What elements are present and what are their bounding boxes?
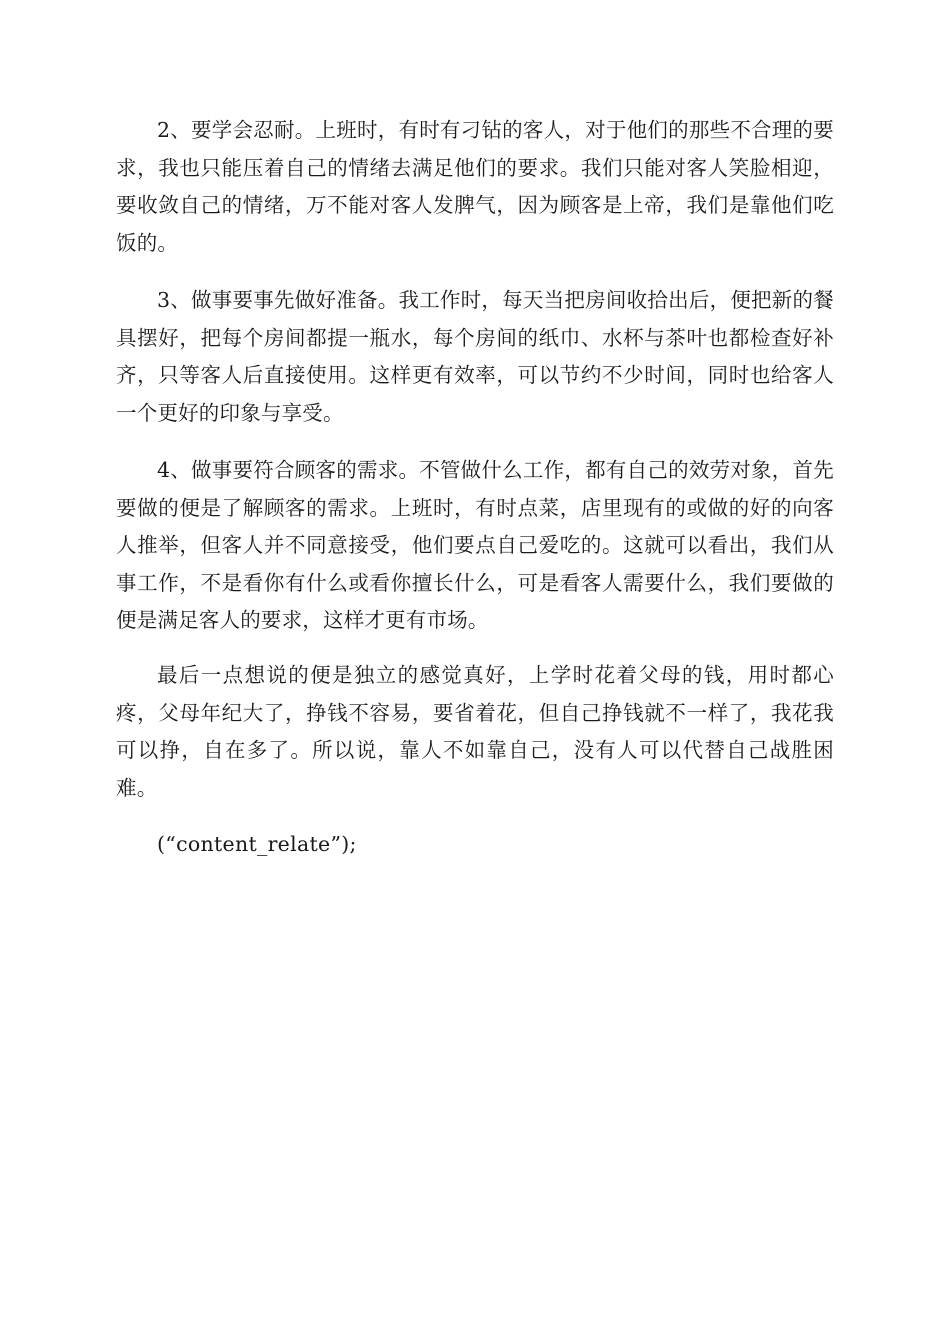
- paragraph-preparation: 3、做事要事先做好准备。我工作时，每天当把房间收拾出后，便把新的餐具摆好，把每个房间都提一瓶水，每个房间的纸巾、水杯与茶叶也都检查好补齐，只等客人后直接使用。这样更有效率，可以节约不少时间，同时也给客人一个更好的印象与享受。: [116, 288, 834, 425]
- code-snippet-line: (“content_relate”);: [157, 832, 357, 856]
- paragraph-patience: 2、要学会忍耐。上班时，有时有刁钻的客人，对于他们的那些不合理的要求，我也只能压着自己的情绪去满足他们的要求。我们只能对客人笑脸相迎，要收敛自己的情绪，万不能对客人发脾气，因为顾客是上帝，我们是靠他们吃饭的。: [116, 118, 834, 255]
- paragraph-conclusion: 最后一点想说的便是独立的感觉真好，上学时花着父母的钱，用时都心疼，父母年纪大了，挣钱不容易，要省着花，但自己挣钱就不一样了，我花我可以挣，自在多了。所以说，靠人不如靠自己，没有人可以代替自己战胜困难。: [116, 663, 834, 800]
- paragraph-customer-needs: 4、做事要符合顾客的需求。不管做什么工作，都有自己的效劳对象，首先要做的便是了解顾客的需求。上班时，有时点菜，店里现有的或做的好的向客人推举，但客人并不同意接受，他们要点自己爱吃的。这就可以看出，我们从事工作，不是看你有什么或看你擅长什么，可是看客人需要什么，我们要做的便是满足客人的要求，这样才更有市场。: [116, 458, 834, 632]
